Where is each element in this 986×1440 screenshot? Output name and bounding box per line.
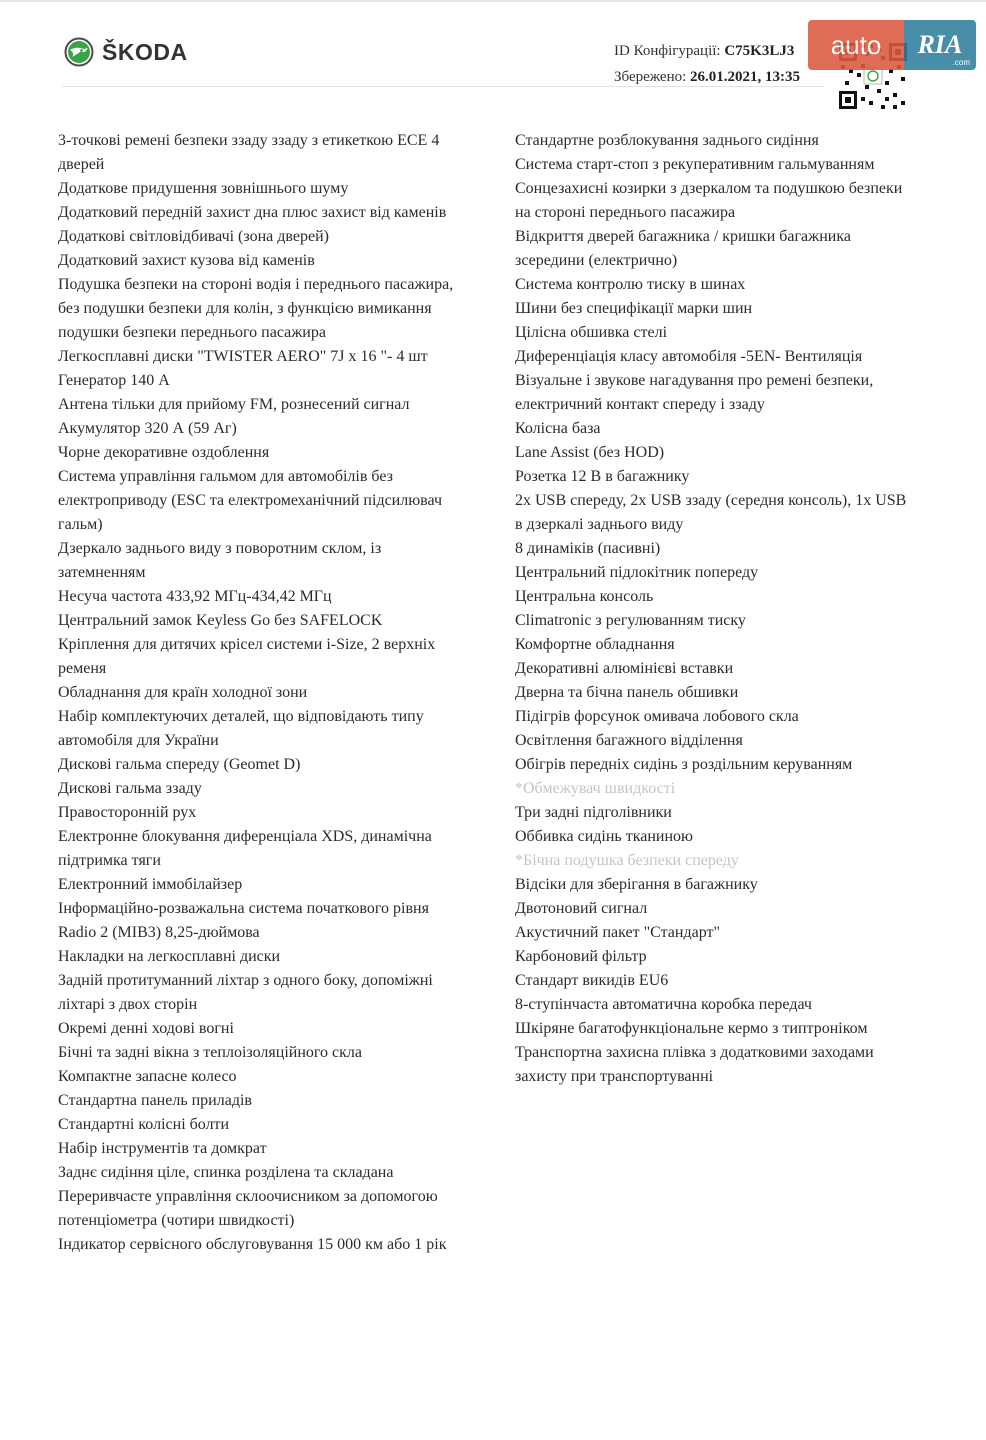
brand-logo [64, 36, 188, 68]
equipment-item: Карбоновий фільтр [515, 948, 647, 965]
page-top-edge [0, 0, 986, 2]
equipment-item: Компактне запасне колесо [58, 1068, 237, 1085]
equipment-item: Система управління гальмом для автомобілів без електроприводу (ESC та електромеханічний підсилювач гальм) [58, 468, 443, 533]
equipment-item: 8 динаміків (пасивні) [515, 540, 661, 557]
equipment-item: Набір інструментів та домкрат [58, 1140, 267, 1157]
watermark-com: .com [952, 58, 970, 67]
equipment-item: Шини без специфікації марки шин [515, 300, 753, 317]
equipment-item: Climatronic з регулюванням тиску [515, 612, 746, 629]
equipment-item: Акустичний пакет "Стандарт" [515, 924, 721, 941]
equipment-item: Додаткове придушення зовнішнього шуму [58, 180, 349, 197]
equipment-item: Електронне блокування диференціала XDS, динамічна підтримка тяги [58, 828, 432, 869]
equipment-item: Освітлення багажного відділення [515, 732, 743, 749]
equipment-item: Відсіки для зберігання в багажнику [515, 876, 758, 893]
watermark-ria [904, 20, 976, 70]
equipment-item: Колісна база [515, 420, 601, 437]
equipment-item: 8-ступінчаста автоматична коробка передач [515, 996, 812, 1013]
equipment-item: Шкіряне багатофункціональне кермо з типтроніком [515, 1020, 868, 1037]
equipment-item: Транспортна захисна плівка з додатковими заходами захисту при транспортуванні [515, 1044, 874, 1085]
equipment-list-right [515, 129, 911, 1089]
skoda-winged-arrow-icon [64, 37, 94, 67]
equipment-item: Центральний підлокітник попереду [515, 564, 759, 581]
equipment-item: Розетка 12 В в багажнику [515, 468, 690, 485]
equipment-item: Декоративні алюмінієві вставки [515, 660, 734, 677]
saved-label: Збережено: [614, 69, 687, 85]
header-divider [62, 86, 824, 87]
equipment-item: Обладнання для країн холодної зони [58, 684, 308, 701]
equipment-item: Відкриття дверей багажника / кришки багажника зсередини (електрично) [515, 228, 851, 269]
equipment-item: Кріплення для дитячих крісел системи i-Size, 2 верхніх ременя [58, 636, 436, 677]
watermark-ria-text: RIA [917, 30, 963, 59]
equipment-item: *Обмежувач швидкості [515, 780, 676, 797]
autoria-watermark [808, 20, 976, 70]
equipment-item: Система контролю тиску в шинах [515, 276, 746, 293]
equipment-item: Додатковий захист кузова від каменів [58, 252, 315, 269]
equipment-item: Чорне декоративне оздоблення [58, 444, 270, 461]
equipment-item: Окремі денні ходові вогні [58, 1020, 234, 1037]
equipment-item: Стандартна панель приладів [58, 1092, 252, 1109]
equipment-item: 3-точкові ремені безпеки ззаду ззаду з етикеткою ЕСЕ 4 дверей [58, 132, 440, 173]
equipment-item: Переривчасте управління склоочисником за допомогою потенціометра (чотири швидкості) [58, 1188, 438, 1229]
equipment-item: Додаткові світловідбивачі (зона дверей) [58, 228, 329, 245]
equipment-item: Дискові гальма спереду (Geomet D) [58, 756, 301, 773]
equipment-item: Акумулятор 320 А (59 Аг) [58, 420, 237, 437]
equipment-item: Електронний іммобілайзер [58, 876, 243, 893]
equipment-item: Бічні та задні вікна з теплоізоляційного скла [58, 1044, 363, 1061]
saved-value: 26.01.2021, 13:35 [690, 69, 801, 85]
equipment-item: Антена тільки для прийому FM, рознесений сигнал [58, 396, 410, 413]
config-id-row [614, 38, 800, 64]
equipment-item: Центральна консоль [515, 588, 654, 605]
equipment-item: Цілісна обшивка стелі [515, 324, 668, 341]
equipment-item: Дверна та бічна панель обшивки [515, 684, 739, 701]
equipment-item: Диференціація класу автомобіля -5EN- Вентиляція [515, 348, 863, 365]
equipment-item: Візуальне і звукове нагадування про ремені безпеки, електричний контакт спереду і ззаду [515, 372, 874, 413]
equipment-item: Стандартні колісні болти [58, 1116, 230, 1133]
config-id-label: ID Конфігурації: [614, 43, 721, 59]
equipment-item: Стандартне розблокування заднього сидіння [515, 132, 819, 149]
equipment-item: Легкосплавні диски "TWISTER AERO" 7J x 16 "- 4 шт [58, 348, 428, 365]
equipment-item: Три задні підголівники [515, 804, 672, 821]
equipment-item: Додатковий передній захист дна плюс захист від каменів [58, 204, 447, 221]
equipment-item: Правосторонній рух [58, 804, 197, 821]
equipment-item: Накладки на легкосплавні диски [58, 948, 281, 965]
equipment-item: 2x USB спереду, 2x USB ззаду (середня консоль), 1x USB в дзеркалі заднього виду [515, 492, 907, 533]
equipment-item: Двотоновий сигнал [515, 900, 648, 917]
config-id-value: C75K3LJ3 [724, 43, 795, 59]
equipment-item: Підігрів форсунок омивача лобового скла [515, 708, 799, 725]
equipment-item: Подушка безпеки на стороні водія і переднього пасажира, без подушки безпеки для колін, з функцією вимикання подушки безпеки переднього пасажира [58, 276, 454, 341]
equipment-item: Lane Assist (без HOD) [515, 444, 665, 461]
equipment-item: *Бічна подушка безпеки спереду [515, 852, 739, 869]
equipment-item: Дзеркало заднього виду з поворотним склом, із затемненням [58, 540, 382, 581]
equipment-item: Заднє сидіння ціле, спинка розділена та складана [58, 1164, 394, 1181]
config-info [614, 38, 800, 90]
equipment-item: Індикатор сервісного обслуговування 15 000 км або 1 рік [58, 1236, 447, 1253]
equipment-list-left [58, 129, 458, 1257]
equipment-item: Комфортне обладнання [515, 636, 675, 653]
equipment-item: Задній протитуманний ліхтар з одного боку, допоміжні ліхтарі з двох сторін [58, 972, 433, 1013]
equipment-item: Генератор 140 А [58, 372, 170, 389]
brand-name: ŠKODA [102, 38, 188, 65]
equipment-item: Набір комплектуючих деталей, що відповідають типу автомобіля для України [58, 708, 424, 749]
equipment-item: Сонцезахисні козирки з дзеркалом та подушкою безпеки на стороні переднього пасажира [515, 180, 903, 221]
equipment-item: Стандарт викидів EU6 [515, 972, 669, 989]
equipment-item: Система старт-стоп з рекуперативним гальмуванням [515, 156, 875, 173]
equipment-item: Центральний замок Keyless Go без SAFELOCK [58, 612, 383, 629]
equipment-item: Оббивка сидінь тканиною [515, 828, 693, 845]
equipment-item: Дискові гальма ззаду [58, 780, 202, 797]
equipment-item: Обігрів передніх сидінь з роздільним керуванням [515, 756, 853, 773]
equipment-item: Інформаційно-розважальна система початкового рівня Radio 2 (MIB3) 8,25-дюймова [58, 900, 429, 941]
equipment-item: Несуча частота 433,92 МГц-434,42 МГц [58, 588, 332, 605]
watermark-auto: auto [808, 20, 904, 70]
